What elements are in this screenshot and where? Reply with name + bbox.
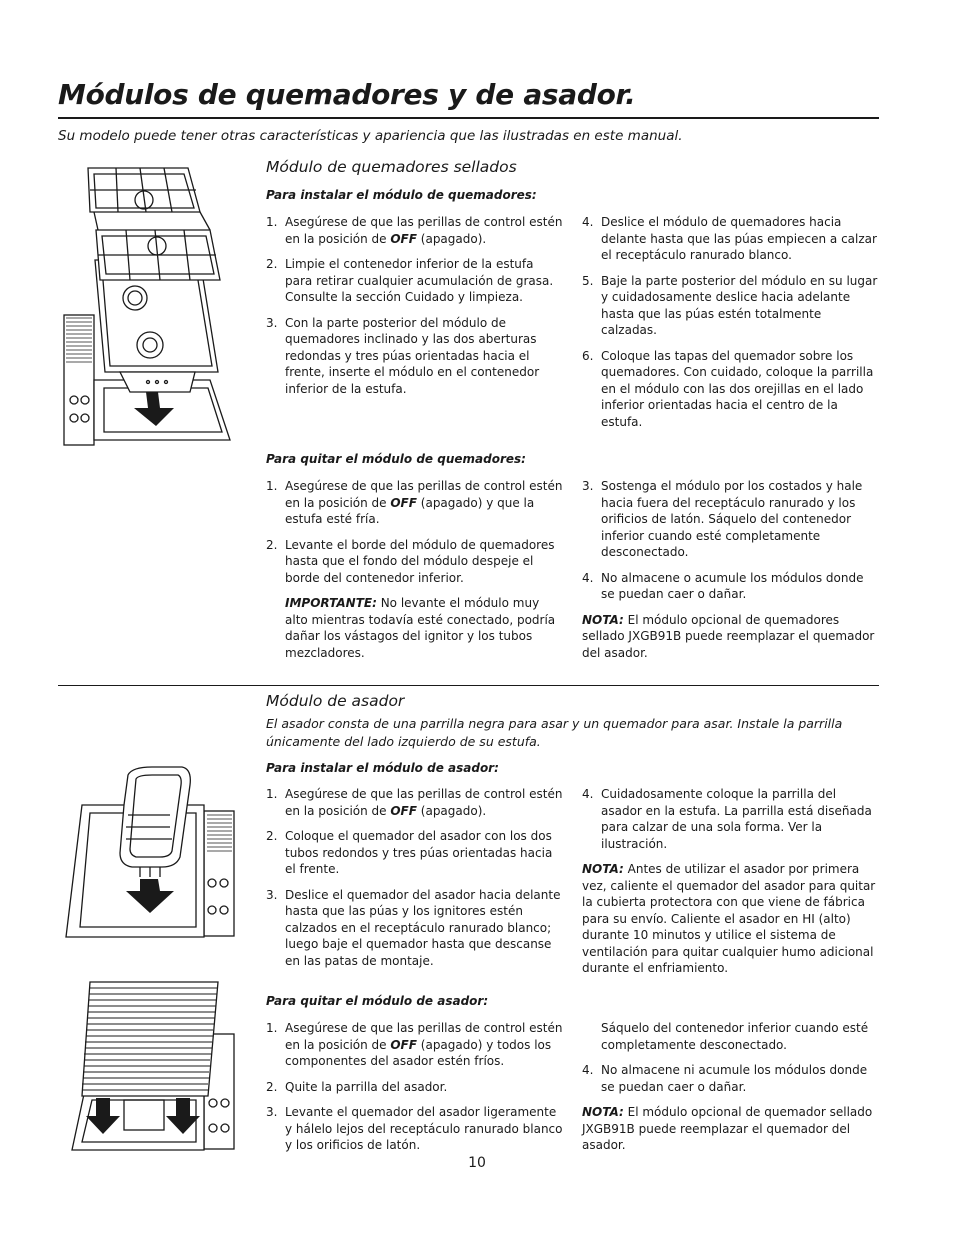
list-item: 5. Baje la parte posterior del módulo en su lugar y cuidadosamente deslice hacia adelante hasta que las púas estén totalmente calzadas. [582,273,878,337]
list-item: 3. Con la parte posterior del módulo de quemadores inclinado y las dos aberturas redondas y tres púas orientadas hacia el frente, inserte el módulo en el contenedor inferior de la estufa. [266,315,540,396]
grill-install-list-right [582,786,880,977]
list-item: 6. Coloque las tapas del quemador sobre los quemadores. Con cuidado, coloque la parrilla en el módulo con las dos orejillas en el lado inferior orientadas hacia el centro de la estufa. [582,348,874,429]
section-separator [58,685,879,686]
page-intro: Su modelo puede tener otras características y apariencia que las ilustradas en este manual. [58,128,683,144]
burner-remove-list-left [266,478,564,670]
list-item: 2. Levante el borde del módulo de quemadores hasta que el fondo del módulo despeje el borde del contenedor inferior. [266,537,555,585]
burner-note: NOTA: El módulo opcional de quemadores sellado JXGB91B puede reemplazar el quemador del asador. [582,612,875,660]
grill-remove-title: Para quitar el módulo de asador: [266,994,489,1008]
list-item: 1. Asegúrese de que las perillas de control estén en la posición de OFF (apagado). [266,787,563,818]
list-item: 2. Quite la parrilla del asador. [266,1079,448,1094]
burner-remove-list-right [582,478,880,661]
list-item: 4. No almacene ni acumule los módulos donde se puedan caer o dañar. [582,1063,868,1094]
grill-intro: El asador consta de una parrilla negra para asar y un quemador para asar. Instale la parrilla únicamente del lado izquierdo de su estufa. [266,716,843,749]
grill-install-title: Para instalar el módulo de asador: [266,761,499,775]
list-item: 4. Deslice el módulo de quemadores hacia delante hasta que las púas empiecen a calzar el receptáculo ranurado blanco. [582,215,877,262]
important-note: IMPORTANTE: No levante el módulo muy alto mientras todavía esté conectado, podría dañar los vástagos del ignitor y los tubos mezcladores. [285,596,556,660]
list-item: 3. Deslice el quemador del asador hacia delante hasta que las púas y los ignitores estén calzados en el receptáculo ranurado blanco; luego baje el quemador hasta que descanse en las patas de montaje. [266,887,561,968]
grill-remove-list-left [266,1020,564,1163]
page-title: Módulos de quemadores y de asador. [58,78,636,111]
burner-install-list-right [582,214,880,439]
grill-install-illustration [62,765,240,945]
list-item: 1. Asegúrese de que las perillas de control estén en la posición de OFF (apagado) y todos los componentes del asador estén fríos. [266,1021,563,1068]
list-item: 2. Coloque el quemador del asador con los dos tubos redondos y tres púas orientadas hacia el frente. [266,829,553,876]
list-item: 1. Asegúrese de que las perillas de control estén en la posición de OFF (apagado) y que la estufa esté fría. [266,479,563,526]
burner-section-title: Módulo de quemadores sellados [266,158,517,176]
grill-remove-list-right [582,1020,880,1154]
list-item: 3. Levante el quemador del asador ligeramente y hálelo lejos del receptáculo ranurado blanco y los orificios de latón. [266,1105,563,1152]
title-rule [58,117,879,119]
page-number: 10 [468,1155,486,1171]
burner-remove-title: Para quitar el módulo de quemadores: [266,452,526,466]
grill-remove-illustration [68,978,240,1153]
grill-install-note: NOTA: Antes de utilizar el asador por primera vez, caliente el quemador del asador para quitar la cubierta protectora con que viene de fábrica para su envío. Caliente el asador en HI (alto) durante 10 minutos y utilice el sistema de ventilación para quitar cualquier humo adicional durante el enfriamiento. [582,862,876,975]
list-item-continuation: Sáquelo del contenedor inferior cuando esté completamente desconectado. [601,1021,869,1052]
list-item: 2. Limpie el contenedor inferior de la estufa para retirar cualquier acumulación de grasa. Consulte la sección Cuidado y limpieza. [266,257,554,304]
list-item: 1. Asegúrese de que las perillas de control estén en la posición de OFF (apagado). [266,215,563,246]
burner-install-list-left [266,214,564,406]
burner-install-title: Para instalar el módulo de quemadores: [266,188,537,202]
grill-remove-note: NOTA: El módulo opcional de quemador sellado JXGB91B puede reemplazar el quemador del asador. [582,1105,873,1152]
list-item: 4. Cuidadosamente coloque la parrilla del asador en la estufa. La parrilla está diseñada para calzar de una sola forma. Ver la ilustración. [582,787,872,851]
burner-module-illustration [60,160,240,450]
list-item: 3. Sostenga el módulo por los costados y hale hacia fuera del receptáculo ranurado y los orificios de latón. Sáquelo del contenedor inferior cuando esté completamente desconectado. [582,479,863,559]
list-item: 4. No almacene o acumule los módulos donde se puedan caer o dañar. [582,570,864,601]
grill-install-list-left [266,786,564,978]
grill-section-title: Módulo de asador [266,692,405,710]
